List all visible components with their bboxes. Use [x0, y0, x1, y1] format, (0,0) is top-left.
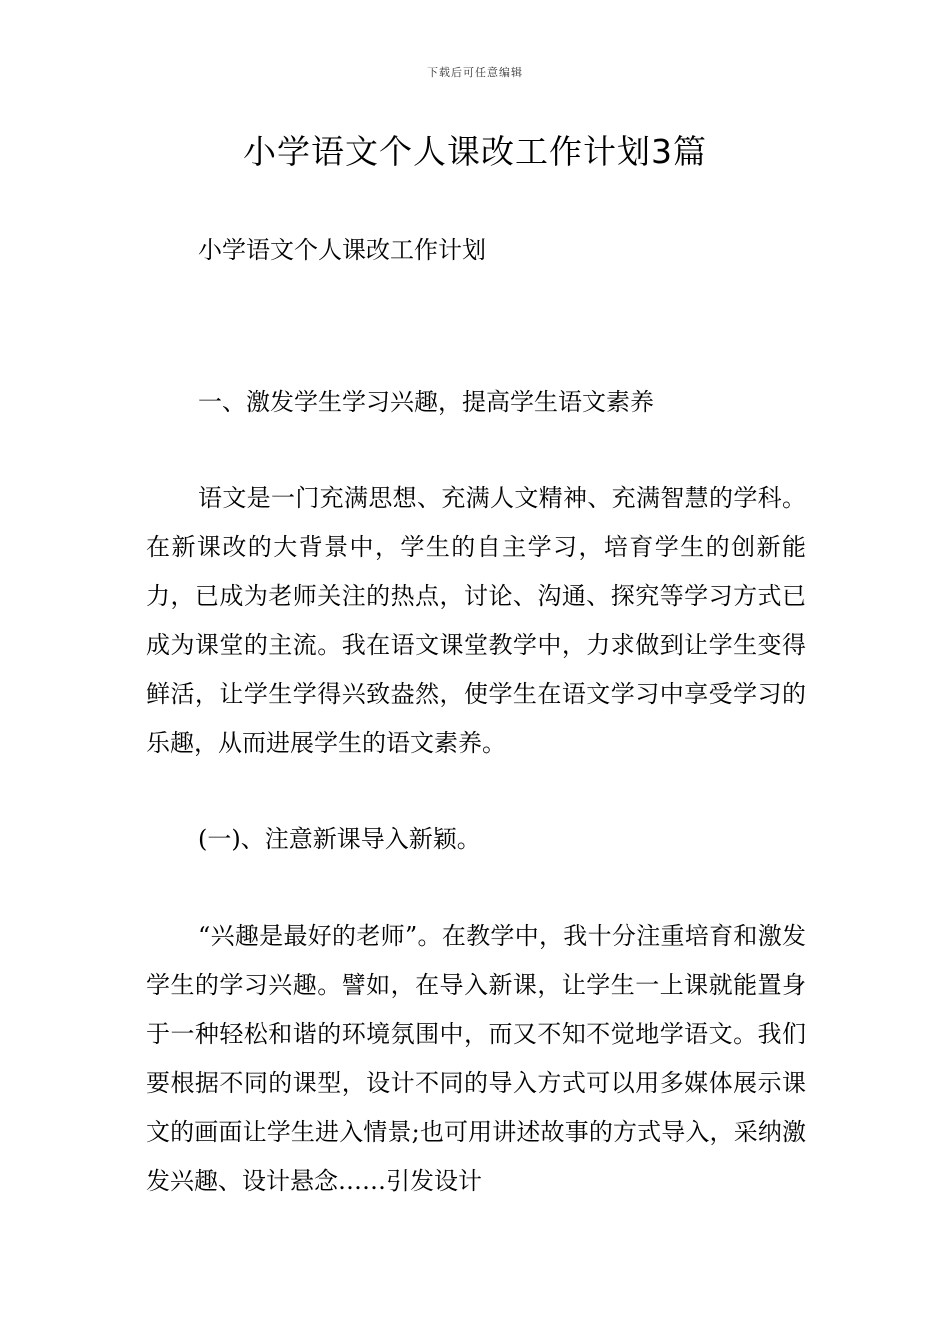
document-body — [146, 226, 806, 1206]
document-subtitle: 小学语文个人课改工作计划 — [198, 236, 486, 264]
paragraph-2: “兴趣是最好的老师”。在教学中，我十分注重培育和激发学生的学习兴趣。譬如，在导入新课，让学生一上课就能置身于一种轻松和谐的环境氛围中，而又不知不觉地学语文。我们要根据不同的课型，设计不同的导入方式可以用多媒体展示课文的画面让学生进入情景;也可用讲述故事的方式导入，采纳激发兴趣、设计悬念……引发设计 — [146, 922, 806, 1195]
subsection-heading: (一)、注意新课导入新颖。 — [198, 825, 481, 853]
header-note: 下载后可任意编辑 — [427, 66, 523, 79]
document-title: 小学语文个人课改工作计划3篇 — [243, 132, 707, 171]
paragraph-1: 语文是一门充满思想、充满人文精神、充满智慧的学科。在新课改的大背景中，学生的自主学习，培育学生的创新能力，已成为老师关注的热点，讨论、沟通、探究等学习方式已成为课堂的主流。我在语文课堂教学中，力求做到让学生变得鲜活，让学生学得兴致盎然，使学生在语文学习中享受学习的乐趣，从而进展学生的语文素养。 — [146, 484, 806, 757]
section-heading: 一、激发学生学习兴趣，提高学生语文素养 — [198, 388, 654, 416]
